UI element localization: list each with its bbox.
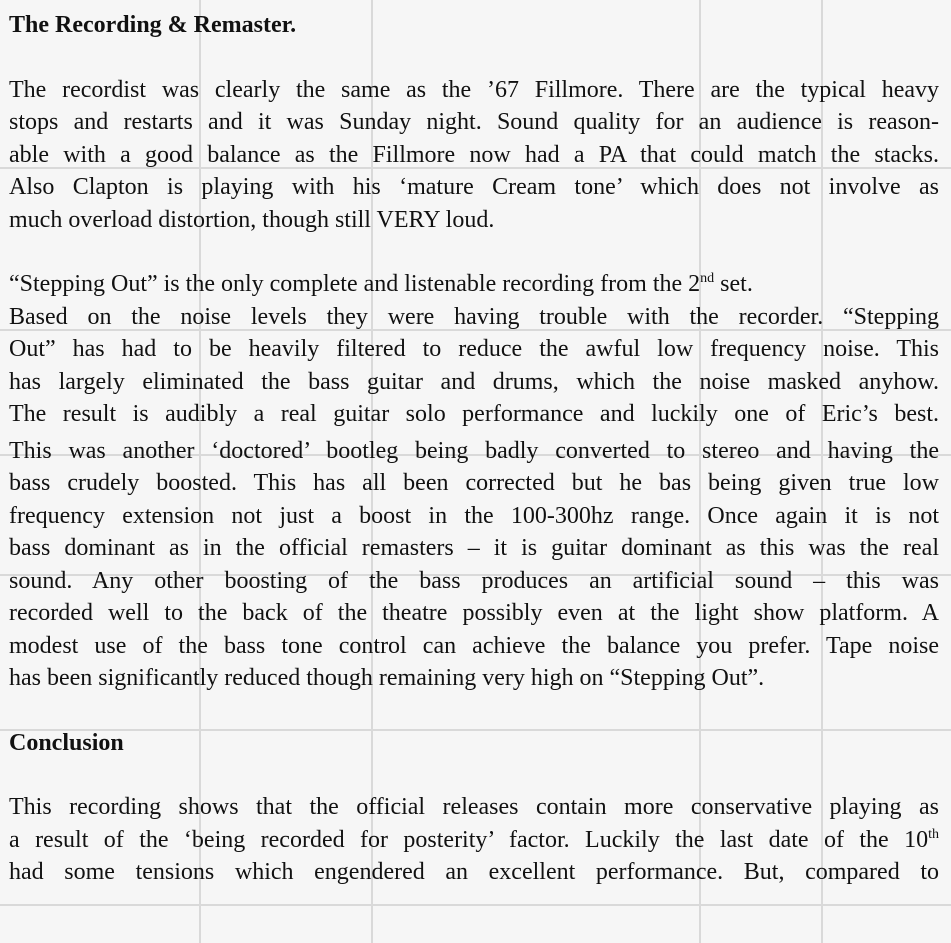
text-line: Based on the noise levels they were having trouble with the recorder. “Stepping (9, 303, 939, 330)
text-fragment: “Stepping Out” is the only complete and listenable recording from the 2 (9, 271, 701, 297)
text-line: bass crudely boosted. This has all been corrected but he bas being given true low (9, 470, 939, 496)
document-body (9, 0, 939, 889)
text-line: has largely eliminated the bass guitar and drums, which the noise masked anyhow. (9, 368, 939, 395)
ordinal-suffix: th (928, 826, 939, 842)
text-line: recorded well to the back of the theatre possibly even at the light show platform. A (9, 600, 939, 626)
text-line: bass dominant as in the official remasters – it is guitar dominant as this was the real (9, 535, 939, 561)
text-line (9, 824, 939, 857)
text-fragment: a result of the ‘being recorded for posterity’ factor. Luckily the last date of the 10 (9, 826, 929, 853)
text-line: had some tensions which engendered an excellent performance. But, compared to (9, 859, 939, 885)
paragraph-conclusion (9, 791, 939, 889)
paragraph-doctored-bootleg (9, 435, 939, 695)
text-line: This recording shows that the official releases contain more conservative playing as (9, 794, 939, 820)
text-line: Out” has had to be heavily filtered to reduce the awful low frequency noise. This (9, 336, 939, 362)
text-line: much overload distortion, though still VERY loud. (9, 206, 495, 233)
text-line: has been significantly reduced though remaining very high on “Stepping Out”. (9, 665, 765, 691)
section-heading-recording: The Recording & Remaster. (9, 12, 297, 38)
text-line: This was another ‘doctored’ bootleg being badly converted to stereo and having the (9, 437, 939, 464)
text-line: sound. Any other boosting of the bass produces an artificial sound – this was (9, 567, 939, 594)
text-line: Also Clapton is playing with his ‘mature Cream tone’ which does not involve as (9, 174, 939, 200)
text-line: modest use of the bass tone control can achieve the balance you prefer. Tape noise (9, 632, 939, 659)
text-line: able with a good balance as the Fillmore now had a PA that could match the stacks. (9, 141, 939, 168)
ordinal-suffix: nd (700, 271, 715, 286)
text-line: The recordist was clearly the same as the ’67 Fillmore. There are the typical heavy (9, 76, 939, 103)
text-fragment: set. (714, 271, 753, 297)
text-line: frequency extension not just a boost in the 100-300hz range. Once again it is not (9, 502, 939, 529)
text-line (9, 268, 939, 301)
paragraph-stepping-out (9, 268, 939, 431)
paragraph-recordist (9, 74, 939, 237)
section-heading-conclusion: Conclusion (9, 729, 124, 756)
text-line: The result is audibly a real guitar solo performance and luckily one of Eric’s best. (9, 401, 939, 427)
text-line: stops and restarts and it was Sunday night. Sound quality for an audience is reason- (9, 109, 939, 135)
